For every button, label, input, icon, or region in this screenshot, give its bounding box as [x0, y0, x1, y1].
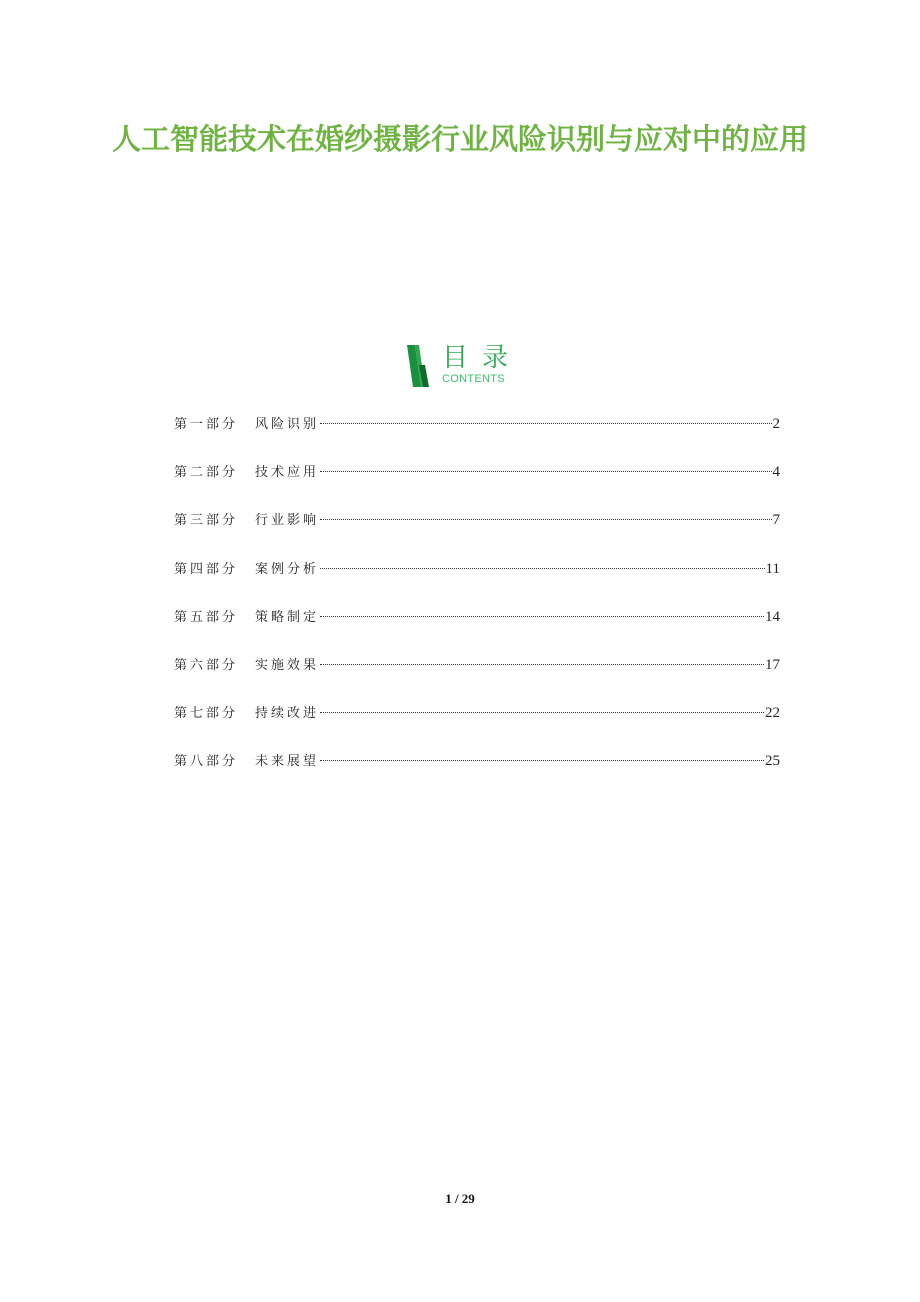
- toc-entry-part: 第五部分: [174, 609, 239, 625]
- toc-leader-dots: [320, 519, 771, 520]
- toc-entry-name: 未来展望: [255, 754, 320, 770]
- toc-entry-name: 策略制定: [255, 609, 320, 625]
- toc-entry[interactable]: [174, 653, 780, 701]
- toc-leader-dots: [320, 568, 765, 569]
- toc-leader-dots: [320, 471, 771, 472]
- toc-entry-name: 行业影响: [255, 513, 320, 529]
- toc-entry-part: 第一部分: [174, 417, 239, 432]
- toc-entry-page: 7: [772, 512, 780, 529]
- toc-entry-page: 11: [765, 560, 780, 577]
- toc-entry-name: 技术应用: [255, 465, 320, 481]
- toc-entry-name: 案例分析: [255, 561, 320, 577]
- toc-entry-page: 4: [772, 464, 780, 481]
- toc-entry[interactable]: [174, 557, 780, 605]
- toc-entry[interactable]: [174, 701, 780, 749]
- toc-entry-page: 22: [765, 705, 780, 722]
- toc-entry-page: 17: [765, 656, 780, 673]
- toc-entry[interactable]: [174, 460, 780, 508]
- toc-entry-page: 2: [772, 416, 780, 432]
- toc-entry-name: 风险识别: [255, 417, 320, 432]
- toc-leader-dots: [320, 664, 764, 665]
- toc-entry-part: 第二部分: [174, 465, 239, 481]
- toc-entry-page: 14: [765, 608, 780, 625]
- toc-logo-icon: [405, 345, 429, 387]
- toc-leader-dots: [320, 760, 764, 761]
- page-number: 1 / 29: [445, 1191, 475, 1206]
- toc-entry[interactable]: [174, 412, 780, 460]
- toc-entry-name: 实施效果: [255, 657, 320, 673]
- document-title: 人工智能技术在婚纱摄影行业风险识别与应对中的应用: [111, 122, 808, 156]
- toc-list: [174, 412, 780, 798]
- toc-leader-dots: [320, 616, 764, 617]
- toc-entry[interactable]: [174, 749, 780, 797]
- toc-entry-part: 第六部分: [174, 657, 239, 673]
- toc-entry[interactable]: [174, 605, 780, 653]
- toc-header: [405, 343, 525, 389]
- toc-entry-part: 第八部分: [174, 754, 239, 770]
- toc-entry-part: 第三部分: [174, 513, 239, 529]
- toc-entry-part: 第七部分: [174, 706, 239, 722]
- toc-subheading: CONTENTS: [442, 373, 505, 385]
- toc-entry-name: 持续改进: [255, 706, 320, 722]
- toc-leader-dots: [320, 423, 771, 424]
- toc-leader-dots: [320, 712, 764, 713]
- toc-heading: 目录: [442, 343, 523, 373]
- toc-entry[interactable]: [174, 508, 780, 556]
- toc-entry-page: 25: [765, 753, 780, 770]
- toc-entry-part: 第四部分: [174, 561, 239, 577]
